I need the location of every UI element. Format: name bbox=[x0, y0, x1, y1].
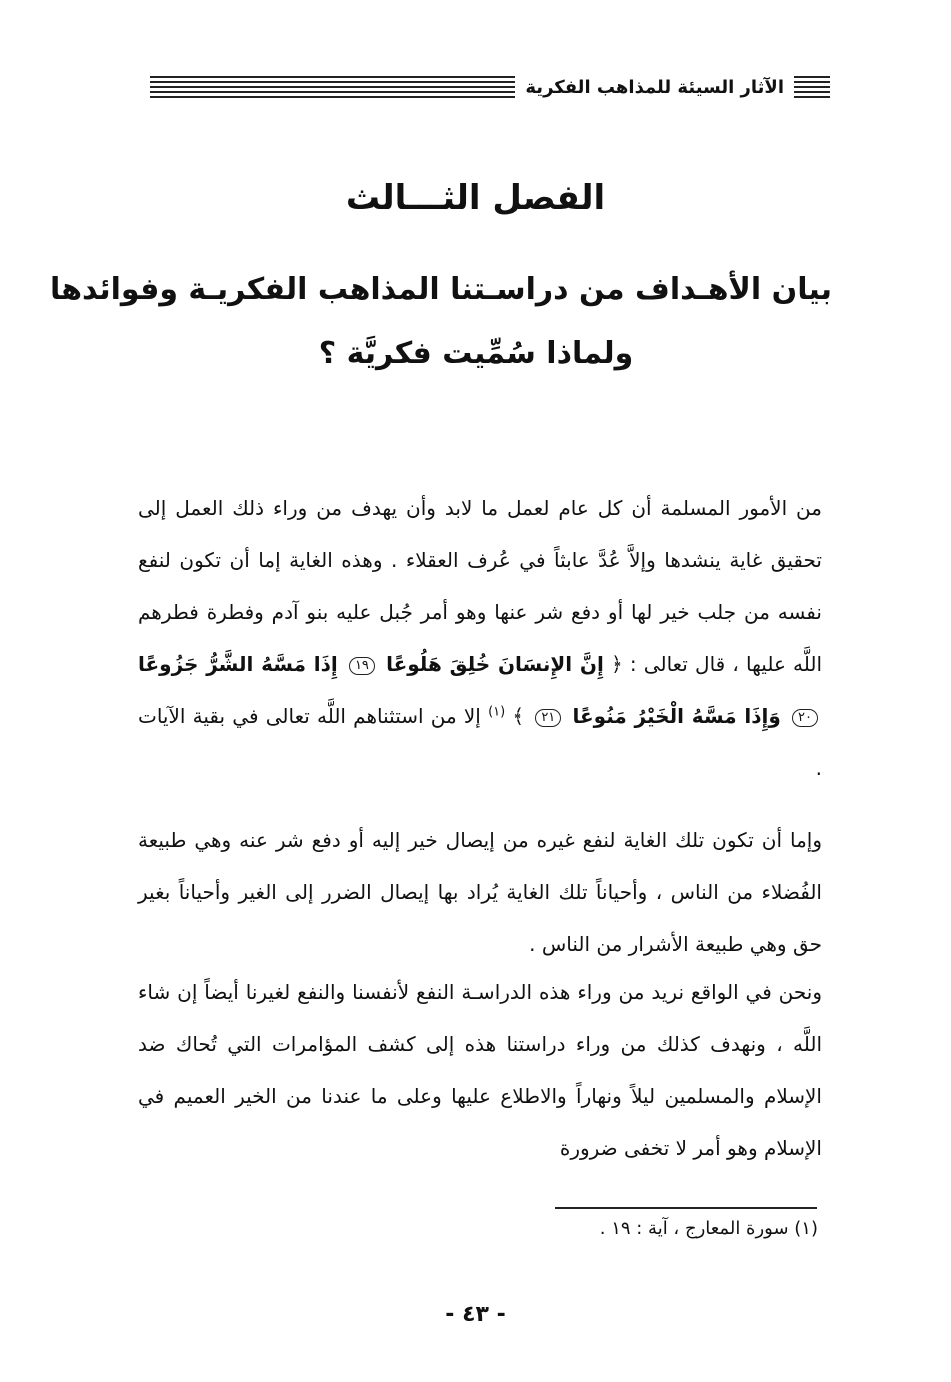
footnote: (١) سورة المعارج ، آية : ١٩ . bbox=[599, 1218, 818, 1239]
quran-bracket-open: ﴿ bbox=[611, 652, 623, 676]
header-rule-right bbox=[794, 76, 830, 98]
ayah-number-20: ٢٠ bbox=[792, 709, 818, 727]
running-title: الآثار السيئة للمذاهب الفكرية bbox=[525, 76, 784, 98]
chapter-title: الفصل الثـــالث bbox=[345, 178, 606, 218]
running-header bbox=[150, 72, 830, 102]
paragraph-1-text-a: من الأمور المسلمة أن كل عام لعمل ما لابد وأن يهدف من وراء ذلك العمل إلى تحقيق غاية ينشدها وإلاَّ عُدَّ عابثاً في عُرف العقلاء . وهذه الغاية إما أن تكون لنفع نفسه من جلب خير لها أو دفع شر عنها وهو أمر جُبل عليه بنو آدم وفطرة فطرهم اللَّه عليها ، قال تعالى : bbox=[138, 496, 823, 676]
paragraph-3: ونحن في الواقع نريد من وراء هذه الدراسـة النفع لأنفسنا والنفع لغيرنا أيضاً إن شاء اللَّه ، ونهدف كذلك من وراء دراستنا هذه إلى كشف المؤامرات التي تُحاك ضد الإسلام والمسلمين ليلاً ونهاراً والاطلاع عليها وعلى ما عندنا من الخير العميم في الإسلام وهو أمر لا تخفى ضرورة bbox=[138, 980, 822, 1160]
ayah-number-19: ١٩ bbox=[349, 657, 375, 675]
quran-bracket-close: ﴾ bbox=[512, 704, 525, 728]
quran-verse-20: إِذَا مَسَّهُ الشَّرُّ جَزُوعًا bbox=[138, 652, 338, 676]
page-number: - ٤٣ - bbox=[445, 1302, 506, 1327]
paragraph-1-text-b: إلا من استثناهم اللَّه تعالى في بقية الآيات . bbox=[138, 704, 822, 780]
header-rule-left bbox=[150, 76, 515, 98]
chapter-subtitle-line-2: ولماذا سُمِّيت فكريَّة ؟ bbox=[318, 336, 634, 371]
footnote-divider bbox=[555, 1207, 817, 1209]
paragraph-2: وإما أن تكون تلك الغاية لنفع غيره من إيصال خير إليه أو دفع شر عنه وهي طبيعة الفُضلاء من الناس ، وأحياناً تلك الغاية يُراد بها إيصال الضرر إلى الغير وأحياناً بغير حق وهي طبيعة الأشرار من الناس . bbox=[138, 828, 822, 956]
quran-verse-21: وَإِذَا مَسَّهُ الْخَيْرُ مَنُوعًا bbox=[572, 704, 781, 728]
quran-verse-19: إِنَّ الإِنسَانَ خُلِقَ هَلُوعًا bbox=[386, 652, 604, 676]
footnote-reference[interactable]: (١) bbox=[488, 704, 506, 720]
chapter-subtitle-line-1: بيان الأهـداف من دراسـتنا المذاهب الفكريـة وفوائدها bbox=[49, 272, 832, 307]
paragraph-1 bbox=[138, 482, 822, 794]
ayah-number-21: ٢١ bbox=[535, 709, 561, 727]
